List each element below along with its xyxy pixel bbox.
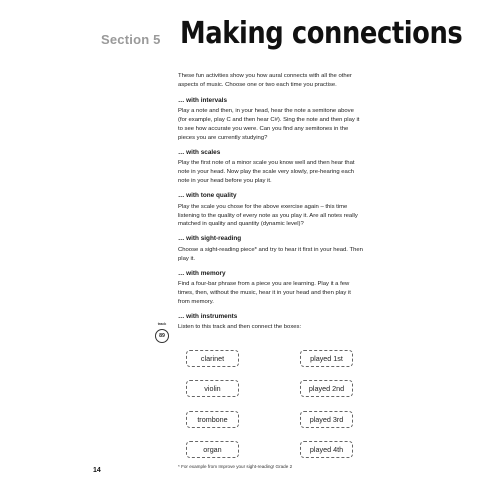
- section-scales: [178, 149, 364, 186]
- section-heading: … with scales: [178, 148, 221, 156]
- section-body: Choose a sight-reading piece* and try to hear it first in your head. Then play it.: [178, 246, 363, 262]
- order-box-2nd[interactable]: played 2nd: [300, 380, 353, 397]
- section-intervals: [178, 97, 364, 143]
- section-heading: … with sight-reading: [178, 235, 242, 243]
- section-body: Play the scale you chose for the above exercise again – this time listening to the quality of every note as you play it. Are all notes really matched in quality and quantity (dynamic level)?: [178, 203, 358, 228]
- section-body: Listen to this track and then connect the boxes:: [178, 324, 302, 331]
- section-sight-reading: [178, 235, 364, 263]
- instrument-box-clarinet[interactable]: clarinet: [186, 350, 239, 367]
- section-tone-quality: [178, 192, 364, 229]
- section-memory: [178, 270, 364, 307]
- section-body: Play the first note of a minor scale you know well and then hear that note in your head. Now play the scale very slowly, pre-hearing each note in your head before you play it.: [178, 160, 355, 185]
- track-label: track: [157, 322, 167, 326]
- instrument-box-organ[interactable]: organ: [186, 441, 239, 458]
- instrument-box-trombone[interactable]: trombone: [186, 411, 239, 428]
- section-heading: … with intervals: [178, 96, 228, 104]
- section-heading: … with memory: [178, 269, 226, 277]
- section-body: Play a note and then, in your head, hear the note a semitone above (for example, play C and then hear C#). Sing the note and then play it to see how accurate you were. Can you find any semitones in the pieces you are currently studying?: [178, 108, 360, 142]
- track-number-icon: 89: [155, 329, 169, 343]
- page-title: Making connections: [180, 16, 463, 51]
- page-number: 14: [93, 467, 101, 474]
- section-heading: … with instruments: [178, 312, 238, 320]
- order-box-3rd[interactable]: played 3rd: [300, 411, 353, 428]
- order-box-4th[interactable]: played 4th: [300, 441, 353, 458]
- content-column: [178, 72, 364, 338]
- section-heading: … with tone quality: [178, 192, 237, 200]
- footnote: * For example from Improve your sight-reading! Grade 2: [178, 464, 293, 469]
- section-label: Section 5: [101, 32, 161, 47]
- order-box-1st[interactable]: played 1st: [300, 350, 353, 367]
- intro-paragraph: These fun activities show you how aural connects with all the other aspects of music. Choose one or two each time you practise.: [178, 73, 352, 88]
- section-instruments: [178, 313, 364, 332]
- section-body: Find a four-bar phrase from a piece you are learning. Play it a few times, then, without the music, hear it in your head and then play it from memory.: [178, 281, 351, 305]
- instrument-box-violin[interactable]: violin: [186, 380, 239, 397]
